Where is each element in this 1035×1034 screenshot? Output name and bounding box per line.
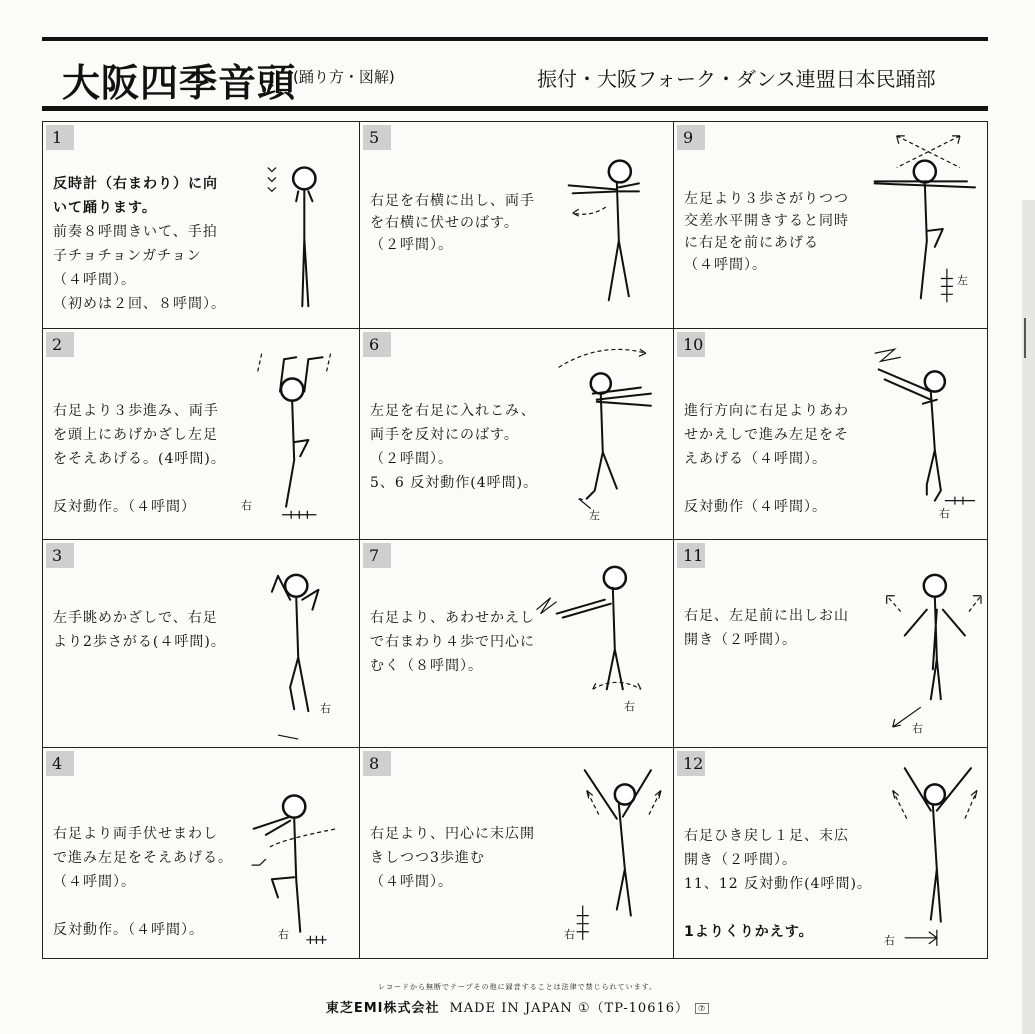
instruction-line: 右足を右横に出し、両手 xyxy=(370,193,535,209)
instruction-line: より2歩さがる(４呼間)。 xyxy=(53,634,226,650)
instruction-line: をそえあげる。(4呼間)。 xyxy=(53,451,226,467)
instruction-line: 交差水平開きすると同時 xyxy=(684,213,849,229)
choreography-credit: 振付・大阪フォーク・ダンス連盟日本民踊部 xyxy=(537,67,936,91)
step-number: 2 xyxy=(46,332,74,357)
instruction-line: えあげる（４呼間）。 xyxy=(684,451,827,467)
step-number: 9 xyxy=(677,125,705,150)
instruction-line: を右横に伏せのばす。 xyxy=(370,215,519,231)
instruction-line: （初めは２回、８呼間）。 xyxy=(53,296,226,312)
instruction-line: （４呼間）。 xyxy=(370,874,453,890)
step-number: 5 xyxy=(363,125,391,150)
instruction-line: 右足より、あわせかえし xyxy=(370,610,535,626)
instruction-line: 右足、左足前に出しお山 xyxy=(684,608,849,624)
instruction-line xyxy=(53,894,233,918)
instruction-line: 両手を反対にのばす。 xyxy=(370,427,519,443)
step-instructions xyxy=(370,399,538,495)
step-cell-12 xyxy=(674,748,987,958)
step-instructions xyxy=(684,824,872,944)
foot-direction-label: 右 xyxy=(912,722,923,735)
made-in-label: MADE IN JAPAN ①（TP-10616） xyxy=(449,1001,690,1016)
instruction-line: 子チョチョンガチョン xyxy=(53,248,202,264)
instruction-line: 開き（２呼間）。 xyxy=(684,632,797,648)
instruction-line: 進行方向に右足よりあわ xyxy=(684,403,849,419)
instruction-line: 反対動作。（４呼間） xyxy=(53,499,196,515)
step-cell-3 xyxy=(43,540,360,748)
instruction-line: 左足を右足に入れこみ、 xyxy=(370,403,536,419)
instruction-line: 左足より３歩さがりつつ xyxy=(684,191,849,207)
step-cell-7 xyxy=(360,540,674,748)
instruction-line: 右足より、円心に末広開 xyxy=(370,826,535,842)
instruction-line: 1よりくりかえす。 xyxy=(684,924,814,940)
step-number: 11 xyxy=(677,543,705,568)
footer xyxy=(0,997,1035,1016)
instruction-line xyxy=(684,471,849,495)
instruction-line: 5、6 反対動作(4呼間)。 xyxy=(370,475,539,491)
step-cell-5 xyxy=(360,122,674,329)
step-number: 4 xyxy=(46,751,74,776)
foot-direction-label: 右 xyxy=(320,702,331,715)
step-cell-4 xyxy=(43,748,360,958)
instruction-line: むく（８呼間）。 xyxy=(370,658,483,674)
foot-direction-label: 右 xyxy=(939,507,950,520)
instruction-line: （２呼間）。 xyxy=(370,237,453,253)
step-cell-9 xyxy=(674,122,987,329)
instruction-line: を頭上にあげかざし左足 xyxy=(53,427,218,443)
foot-direction-label: 右 xyxy=(241,499,252,512)
step-number: 1 xyxy=(46,125,74,150)
step-cell-10 xyxy=(674,329,987,540)
step-instructions xyxy=(53,606,226,654)
step-cell-6 xyxy=(360,329,674,540)
step-number: 10 xyxy=(677,332,705,357)
instruction-line: 右足より両手伏せまわし xyxy=(53,826,218,842)
foot-direction-label: 左 xyxy=(589,509,600,522)
foot-direction-label: 右 xyxy=(564,928,575,941)
scan-edge-mark xyxy=(1024,318,1032,358)
instruction-line: 11、12 反対動作(4呼間)。 xyxy=(684,876,872,892)
step-cell-11 xyxy=(674,540,987,748)
instruction-line: で進み左足をそえあげる。 xyxy=(53,850,233,866)
step-cell-1 xyxy=(43,122,360,329)
page-mark: ⑦ xyxy=(695,1003,709,1014)
foot-direction-label: 右 xyxy=(884,934,895,947)
instruction-line: きしつつ3歩進む xyxy=(370,850,485,866)
instruction-line: で右まわり４歩で円心に xyxy=(370,634,535,650)
instruction-line: せかえしで進み左足をそ xyxy=(684,427,849,443)
step-number: 12 xyxy=(677,751,705,776)
instruction-line: （４呼間）。 xyxy=(53,874,136,890)
header-bottom-rule xyxy=(42,106,988,111)
instruction-line xyxy=(684,896,872,920)
page-title: 大阪四季音頭 xyxy=(62,61,297,105)
instruction-line: 右足ひき戻し１足、末広 xyxy=(684,828,849,844)
instruction-line: 開き（２呼間）。 xyxy=(684,852,797,868)
step-instructions xyxy=(370,822,535,894)
step-number: 6 xyxy=(363,332,391,357)
company-name: 東芝EMI株式会社 xyxy=(325,1001,440,1016)
foot-direction-label: 右 xyxy=(278,928,289,941)
step-cell-8 xyxy=(360,748,674,958)
dance-step-grid xyxy=(42,121,988,959)
page-subtitle: (踊り方・図解) xyxy=(293,68,395,86)
step-instructions xyxy=(684,399,849,519)
step-instructions xyxy=(684,188,849,276)
instruction-line: 左手眺めかざしで、右足 xyxy=(53,610,218,626)
step-instructions xyxy=(53,172,226,316)
copyright-notice: レコードから無断でテープその他に録音することは法律で禁じられています。 xyxy=(377,983,658,991)
instruction-line: 前奏８呼間きいて、手拍 xyxy=(53,224,218,240)
instruction-line: 反対動作（４呼間）。 xyxy=(684,499,827,515)
instruction-line: 反対動作。（４呼間）。 xyxy=(53,922,204,938)
step-instructions xyxy=(684,604,849,652)
step-cell-2 xyxy=(43,329,360,540)
foot-direction-label: 右 xyxy=(624,700,635,713)
instruction-line xyxy=(53,471,226,495)
step-instructions xyxy=(370,190,535,256)
instruction-line: （４呼間）。 xyxy=(53,272,136,288)
instruction-line: に右足を前にあげる xyxy=(684,235,819,251)
step-instructions xyxy=(53,399,226,519)
step-number: 3 xyxy=(46,543,74,568)
instruction-line: 反時計（右まわり）に向 xyxy=(53,176,218,192)
instruction-line: （２呼間）。 xyxy=(370,451,453,467)
step-instructions xyxy=(53,822,233,942)
step-number: 7 xyxy=(363,543,391,568)
foot-direction-label: 左 xyxy=(957,274,968,287)
step-instructions xyxy=(370,606,535,678)
instruction-line: 右足より３歩進み、両手 xyxy=(53,403,219,419)
step-number: 8 xyxy=(363,751,391,776)
header-top-rule xyxy=(42,37,988,41)
instruction-line: （４呼間）。 xyxy=(684,257,767,273)
instruction-line: いて踊ります。 xyxy=(53,200,157,216)
